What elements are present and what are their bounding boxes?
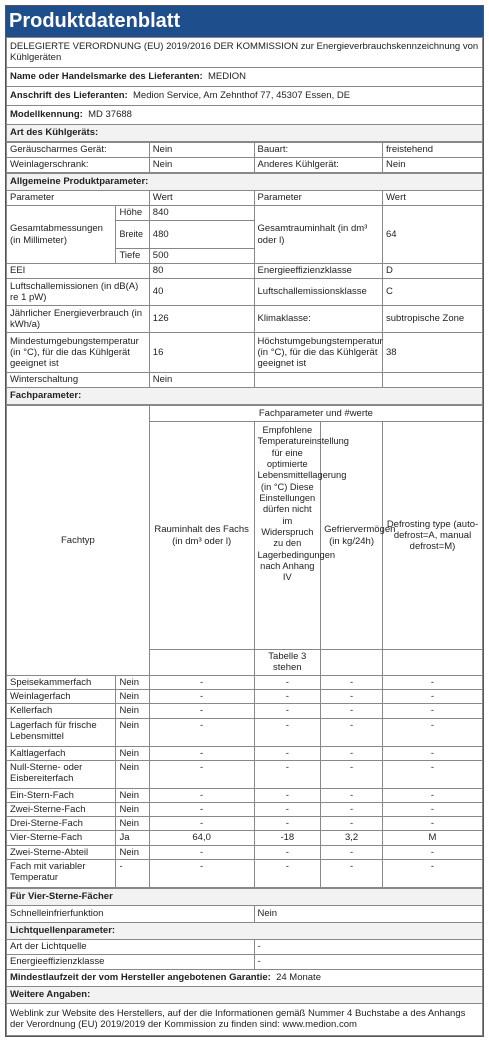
model-value: MD 37688 xyxy=(88,109,132,121)
fach-col-freeze: Gefriervermögen (in kg/24h) xyxy=(321,422,383,650)
fach-value-cell: - xyxy=(321,718,383,746)
fach-value-cell: - xyxy=(383,690,483,704)
fach-value-cell: - xyxy=(149,718,254,746)
fach-value-cell: - xyxy=(149,803,254,817)
volume-label: Gesamtrauminhalt (in dm³ oder l) xyxy=(254,206,383,264)
param-label xyxy=(254,373,383,388)
fach-type-cell: Kaltlagerfach xyxy=(7,746,116,760)
param-value: 38 xyxy=(383,333,483,373)
four-star-value: Nein xyxy=(254,905,482,922)
fach-value-cell: - xyxy=(254,746,321,760)
supplier-address-value: Medion Service, Am Zehnthof 77, 45307 Essen, DE xyxy=(133,90,351,102)
fach-value-cell: - xyxy=(149,845,254,859)
fach-value-cell: - xyxy=(383,859,483,887)
fach-type-cell: Drei-Sterne-Fach xyxy=(7,817,116,831)
fach-present-cell: Nein xyxy=(116,803,149,817)
fach-present-cell: - xyxy=(116,859,149,887)
param-label: Winterschaltung xyxy=(7,373,150,388)
fach-present-cell: Nein xyxy=(116,760,149,788)
dim-label xyxy=(116,221,149,249)
fach-value-cell: - xyxy=(383,676,483,690)
fach-value-cell: - xyxy=(254,803,321,817)
model-row xyxy=(7,106,483,125)
fach-type-cell: Weinlagerfach xyxy=(7,690,116,704)
art-table xyxy=(6,142,483,173)
general-header: Allgemeine Produktparameter: xyxy=(7,174,483,191)
fach-value-cell: - xyxy=(383,760,483,788)
dim-value: 500 xyxy=(149,249,254,264)
param-label: Jährlicher Energieverbrauch (in kWh/a) xyxy=(7,306,150,333)
fach-row xyxy=(7,803,483,817)
fach-empty-cell xyxy=(321,650,383,676)
fach-value-cell: - xyxy=(383,788,483,802)
fach-row xyxy=(7,676,483,690)
fach-value-cell: - xyxy=(254,760,321,788)
param-value: 40 xyxy=(149,279,254,306)
fach-present-cell: Nein xyxy=(116,718,149,746)
light-label: Art der Lichtquelle xyxy=(7,939,255,954)
param-value: subtropische Zone xyxy=(383,306,483,333)
fach-value-cell: - xyxy=(321,788,383,802)
fach-value-cell: - xyxy=(149,746,254,760)
fach-type-cell: Zwei-Sterne-Fach xyxy=(7,803,116,817)
art-cell: Nein xyxy=(383,158,483,173)
fach-value-cell: 64,0 xyxy=(149,831,254,845)
fach-value-cell: - xyxy=(383,845,483,859)
fach-value-cell: - xyxy=(254,817,321,831)
param-value: 126 xyxy=(149,306,254,333)
fach-row xyxy=(7,704,483,718)
fach-col-type: Fachtyp xyxy=(7,406,150,676)
param-value: Nein xyxy=(149,373,254,388)
art-cell: Nein xyxy=(149,158,254,173)
col-param: Parameter xyxy=(7,191,150,206)
model-label: Modellkennung: xyxy=(10,109,83,121)
dim-value: 480 xyxy=(149,221,254,249)
fach-type-cell: Kellerfach xyxy=(7,704,116,718)
fach-value-cell: - xyxy=(321,760,383,788)
fach-present-cell: Nein xyxy=(116,676,149,690)
param-value xyxy=(383,373,483,388)
fach-value-cell: - xyxy=(383,803,483,817)
fach-row xyxy=(7,760,483,788)
art-header: Art des Kühlgeräts: xyxy=(7,125,483,142)
fach-value-cell: - xyxy=(321,803,383,817)
fach-row xyxy=(7,817,483,831)
fach-row xyxy=(7,718,483,746)
fach-value-cell: - xyxy=(149,760,254,788)
fach-present-cell: Nein xyxy=(116,817,149,831)
fach-row xyxy=(7,845,483,859)
fach-type-cell: Speisekammerfach xyxy=(7,676,116,690)
col-value: Wert xyxy=(383,191,483,206)
art-cell: Anderes Kühlgerät: xyxy=(254,158,383,173)
fach-value-cell: - xyxy=(383,746,483,760)
dim-label: Höhe xyxy=(116,206,149,221)
fach-value-cell: - xyxy=(321,746,383,760)
light-value: - xyxy=(254,939,482,954)
param-label: Energieeffizienzklasse xyxy=(254,264,383,279)
fach-col-temp: Empfohlene Temperatureinstellung für eine optimierte Lebensmittellagerung (in °C) Diese Einstellungen dürfen nicht im Widerspruch zu den Lagerbedingungen nach Anhang IV xyxy=(254,422,321,650)
fach-present-cell: Nein xyxy=(116,704,149,718)
param-value: 16 xyxy=(149,333,254,373)
fach-row xyxy=(7,831,483,845)
fach-group-header: Fachparameter und #werte xyxy=(149,406,482,422)
fach-present-cell: Nein xyxy=(116,788,149,802)
fach-value-cell: - xyxy=(254,704,321,718)
footer-table xyxy=(6,888,483,1036)
fach-value-cell: - xyxy=(321,845,383,859)
fach-value-cell: - xyxy=(149,704,254,718)
fach-empty-cell xyxy=(383,650,483,676)
fach-row xyxy=(7,788,483,802)
fach-col-defrost: Defrosting type (auto-defrost=A, manual defrost=M) xyxy=(383,422,483,650)
col-value: Wert xyxy=(149,191,254,206)
general-table xyxy=(6,173,483,405)
light-label: Energieeffizienzklasse xyxy=(7,954,255,969)
fach-value-cell: - xyxy=(254,676,321,690)
fach-value-cell: - xyxy=(254,859,321,887)
param-label: EEI xyxy=(7,264,150,279)
fach-type-cell: Ein-Stern-Fach xyxy=(7,788,116,802)
light-header: Lichtquellenparameter: xyxy=(7,922,483,939)
fach-type-cell: Zwei-Sterne-Abteil xyxy=(7,845,116,859)
param-value: 80 xyxy=(149,264,254,279)
dim-value: 840 xyxy=(149,206,254,221)
fach-value-cell: - xyxy=(383,817,483,831)
param-value: C xyxy=(383,279,483,306)
warranty-row xyxy=(7,969,483,986)
fach-present-cell: Nein xyxy=(116,690,149,704)
fach-value-cell: -18 xyxy=(254,831,321,845)
regulation-text: DELEGIERTE VERORDNUNG (EU) 2019/2016 DER KOMMISSION zur Energieverbrauchskennzeichnung von Kühlgeräten xyxy=(7,38,483,68)
supplier-address-label: Anschrift des Lieferanten: xyxy=(10,90,128,102)
fach-value-cell: - xyxy=(383,704,483,718)
fach-present-cell: Ja xyxy=(116,831,149,845)
param-label: Luftschallemissionsklasse xyxy=(254,279,383,306)
four-star-label: Schnelleinfrierfunktion xyxy=(7,905,255,922)
fach-value-cell: - xyxy=(321,704,383,718)
dim-label: Tiefe xyxy=(116,249,149,264)
fach-value-cell: - xyxy=(321,676,383,690)
art-cell: Geräuscharmes Gerät: xyxy=(7,143,150,158)
fach-value-cell: - xyxy=(254,718,321,746)
fach-rows xyxy=(7,676,483,888)
col-param: Parameter xyxy=(254,191,383,206)
volume-value: 64 xyxy=(383,206,483,264)
art-cell: freistehend xyxy=(383,143,483,158)
warranty-value: 24 Monate xyxy=(276,972,321,984)
fach-col-temp-cont: Tabelle 3 stehen xyxy=(254,650,321,676)
dim-label-text: Breite xyxy=(119,229,143,240)
supplier-name-row xyxy=(7,68,483,87)
fach-value-cell: - xyxy=(149,788,254,802)
fach-value-cell: - xyxy=(149,817,254,831)
fach-value-cell: - xyxy=(321,817,383,831)
header-table xyxy=(6,37,483,142)
fach-type-cell: Fach mit variabler Temperatur xyxy=(7,859,116,887)
fach-table xyxy=(6,405,483,888)
supplier-address-row xyxy=(7,87,483,106)
fach-value-cell: - xyxy=(149,690,254,704)
fach-present-cell: Nein xyxy=(116,845,149,859)
fach-type-cell: Null-Sterne- oder Eisbereiterfach xyxy=(7,760,116,788)
fach-value-cell: 3,2 xyxy=(321,831,383,845)
four-star-header: Für Vier-Sterne-Fächer xyxy=(7,888,483,905)
product-datasheet xyxy=(5,5,484,1037)
dimensions-label: Gesamtabmessungen (in Millimeter) xyxy=(7,206,116,264)
param-label: Klimaklasse: xyxy=(254,306,383,333)
fach-col-volume: Rauminhalt des Fachs (in dm³ oder l) xyxy=(149,422,254,650)
param-value: D xyxy=(383,264,483,279)
art-cell: Bauart: xyxy=(254,143,383,158)
warranty-label: Mindestlaufzeit der vom Hersteller angebotenen Garantie: xyxy=(10,972,271,984)
fach-value-cell: M xyxy=(383,831,483,845)
art-cell: Weinlagerschrank: xyxy=(7,158,150,173)
further-header: Weitere Angaben: xyxy=(7,986,483,1003)
supplier-name-label: Name oder Handelsmarke des Lieferanten: xyxy=(10,71,203,83)
fach-value-cell: - xyxy=(254,690,321,704)
fach-value-cell: - xyxy=(383,718,483,746)
param-label: Luftschallemissionen (in dB(A) re 1 pW) xyxy=(7,279,150,306)
supplier-name-value: MEDION xyxy=(208,71,246,83)
param-label: Mindestumgebungstemperatur (in °C), für die das Kühlgerät geeignet ist xyxy=(7,333,150,373)
fach-row xyxy=(7,859,483,887)
fach-type-cell: Vier-Sterne-Fach xyxy=(7,831,116,845)
fach-row xyxy=(7,746,483,760)
fach-empty-cell xyxy=(149,650,254,676)
fach-value-cell: - xyxy=(321,690,383,704)
fach-value-cell: - xyxy=(149,859,254,887)
page-title: Produktdatenblatt xyxy=(6,6,483,37)
fach-value-cell: - xyxy=(254,788,321,802)
light-value: - xyxy=(254,954,482,969)
param-label: Höchstumgebungstemperatur (in °C), für die das Kühlgerät geeignet ist xyxy=(254,333,383,373)
art-cell: Nein xyxy=(149,143,254,158)
fach-type-cell: Lagerfach für frische Lebensmittel xyxy=(7,718,116,746)
fach-value-cell: - xyxy=(321,859,383,887)
fach-value-cell: - xyxy=(149,676,254,690)
fach-row xyxy=(7,690,483,704)
fach-present-cell: Nein xyxy=(116,746,149,760)
further-text: Weblink zur Website des Herstellers, auf der die Informationen gemäß Nummer 4 Buchstabe a des Anhangs der Verordnung (EU) 2019/2019 der Kommission zu finden sind: www.medion.com xyxy=(7,1003,483,1035)
fach-value-cell: - xyxy=(254,845,321,859)
fach-header: Fachparameter: xyxy=(7,388,483,405)
